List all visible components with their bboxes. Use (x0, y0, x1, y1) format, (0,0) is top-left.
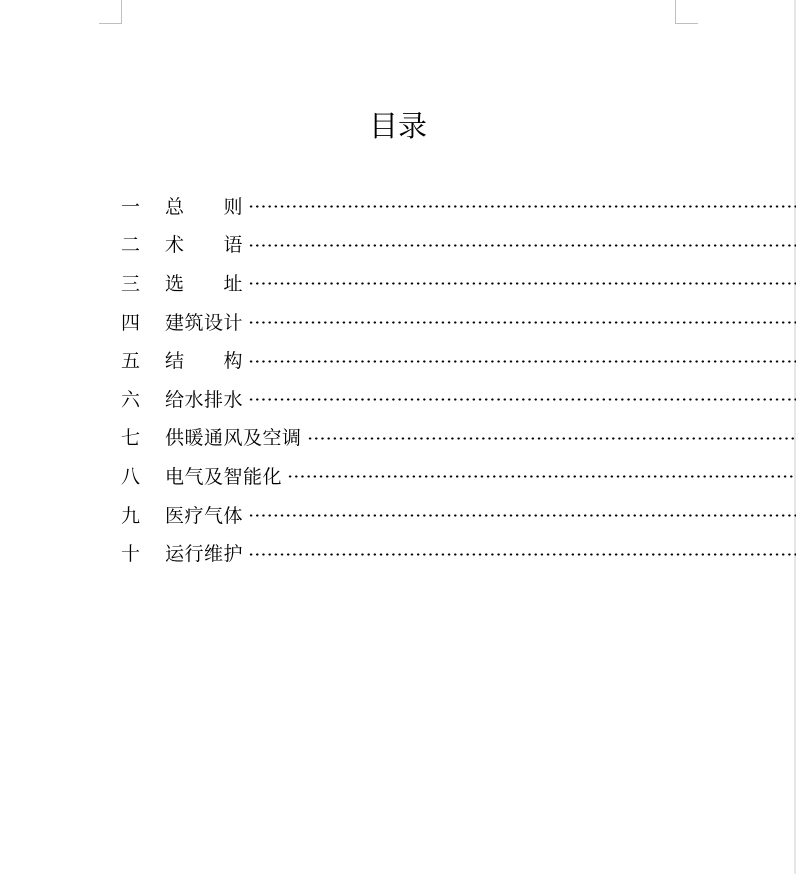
toc-number: 八 (121, 465, 141, 488)
toc-number: 一 (121, 195, 141, 218)
toc-number: 三 (121, 272, 141, 295)
toc-label: 医疗气体 (165, 504, 244, 527)
toc-dot-leader (287, 475, 796, 478)
toc-label: 供暖通风及空调 (165, 427, 302, 450)
toc-dot-leader (248, 360, 796, 363)
toc-label: 术 语 (165, 234, 244, 257)
toc-dot-leader (248, 553, 796, 556)
toc-entry-8[interactable] (121, 456, 796, 495)
toc-number: 九 (121, 504, 141, 527)
toc-entry-5[interactable] (121, 340, 796, 379)
toc-dot-leader (248, 398, 796, 401)
toc-label: 建筑设计 (165, 311, 244, 334)
toc-dot-leader (248, 321, 796, 324)
margin-corner-mark-top-right (675, 0, 698, 24)
toc-number: 六 (121, 388, 141, 411)
toc-entry-10[interactable] (121, 533, 796, 572)
toc-dot-leader (248, 244, 796, 247)
toc-number: 二 (121, 234, 141, 257)
toc-entry-9[interactable] (121, 495, 796, 534)
toc-dot-leader (248, 514, 796, 517)
margin-corner-mark-top-left (99, 0, 122, 24)
toc-entry-3[interactable] (121, 263, 796, 302)
toc-number: 十 (121, 543, 141, 566)
toc-entry-1[interactable] (121, 186, 796, 225)
toc-dot-leader (248, 282, 796, 285)
toc-label: 运行维护 (165, 543, 244, 566)
toc-dot-leader (248, 205, 796, 208)
toc-entry-7[interactable] (121, 418, 796, 457)
table-of-contents (121, 186, 796, 572)
toc-number: 七 (121, 427, 141, 450)
toc-entry-6[interactable] (121, 379, 796, 418)
toc-label: 电气及智能化 (165, 465, 283, 488)
page-title: 目录 (368, 109, 427, 143)
toc-number: 四 (121, 311, 141, 334)
toc-label: 结 构 (165, 350, 244, 373)
toc-dot-leader (307, 437, 796, 440)
toc-label: 总 则 (165, 195, 244, 218)
toc-label: 选 址 (165, 272, 244, 295)
toc-number: 五 (121, 350, 141, 373)
toc-label: 给水排水 (165, 388, 244, 411)
toc-entry-2[interactable] (121, 225, 796, 264)
toc-entry-4[interactable] (121, 302, 796, 341)
